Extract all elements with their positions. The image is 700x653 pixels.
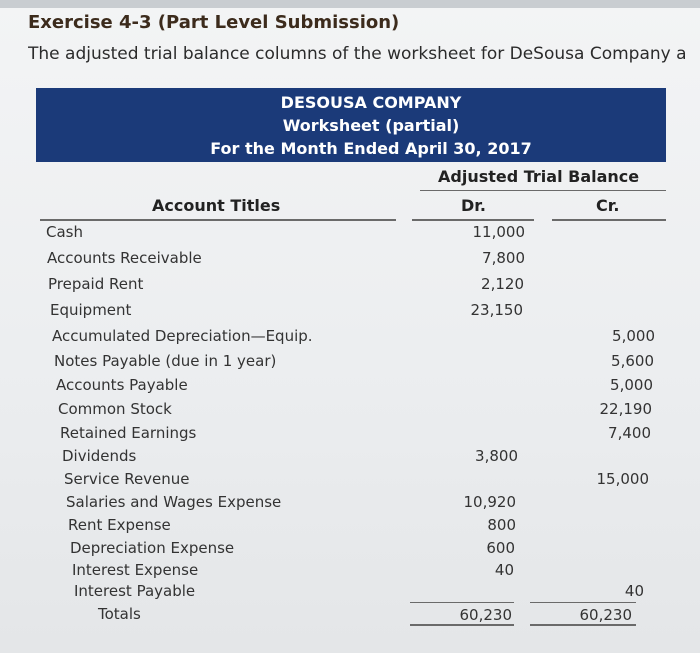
dr-amount: 11,000	[472, 223, 525, 241]
cr-amount: 15,000	[596, 470, 649, 488]
account-title: Interest Expense	[72, 561, 199, 579]
dr-amount: 600	[486, 539, 515, 557]
account-title: Dividends	[62, 447, 137, 465]
cr-total-double-rule	[530, 624, 636, 626]
account-title: Interest Payable	[74, 582, 196, 600]
account-title: Common Stock	[58, 400, 172, 418]
cr-amount: 7,400	[608, 424, 651, 442]
cr-amount: 5,000	[612, 327, 655, 345]
totals-label: Totals	[98, 605, 141, 623]
dr-amount: 2,120	[481, 275, 524, 293]
dr-amount: 10,920	[463, 493, 516, 511]
dr-amount: 40	[494, 561, 514, 579]
account-title: Prepaid Rent	[48, 275, 144, 293]
worksheet-period: For the Month Ended April 30, 2017	[210, 139, 532, 158]
cr-amount: 5,600	[611, 352, 654, 370]
cr-amount: 5,000	[610, 376, 653, 394]
account-title: Salaries and Wages Expense	[66, 493, 282, 511]
cr-total: 60,230	[579, 606, 632, 624]
cr-amount: 40	[624, 582, 644, 600]
exercise-title: Exercise 4-3 (Part Level Submission)	[28, 12, 400, 33]
account-title: Cash	[46, 223, 83, 241]
account-title: Service Revenue	[64, 470, 190, 488]
account-title: Retained Earnings	[60, 424, 197, 442]
dr-amount: 800	[487, 516, 516, 534]
cr-header: Cr.	[596, 196, 620, 215]
account-title: Accounts Receivable	[47, 249, 202, 267]
cr-total-rule	[530, 602, 636, 603]
dr-total-rule	[410, 602, 514, 603]
worksheet-subtitle: Worksheet (partial)	[282, 116, 460, 135]
dr-header: Dr.	[461, 196, 486, 215]
account-title: Accounts Payable	[56, 376, 188, 394]
adjusted-trial-balance-header: Adjusted Trial Balance	[438, 167, 640, 186]
dr-total: 60,230	[459, 606, 512, 624]
dr-amount: 3,800	[475, 447, 518, 465]
account-title: Notes Payable (due in 1 year)	[54, 352, 277, 370]
account-title: Accumulated Depreciation—Equip.	[52, 327, 313, 345]
dr-amount: 7,800	[482, 249, 525, 267]
dr-total-double-rule	[410, 624, 514, 626]
account-title: Rent Expense	[68, 516, 171, 534]
account-title: Depreciation Expense	[70, 539, 235, 557]
company-name: DESOUSA COMPANY	[280, 93, 462, 112]
dr-amount: 23,150	[470, 301, 523, 319]
cr-amount: 22,190	[599, 400, 652, 418]
account-title: Equipment	[50, 301, 132, 319]
exercise-description: The adjusted trial balance columns of the worksheet for DeSousa Company a	[28, 44, 687, 64]
account-titles-header: Account Titles	[152, 196, 281, 215]
